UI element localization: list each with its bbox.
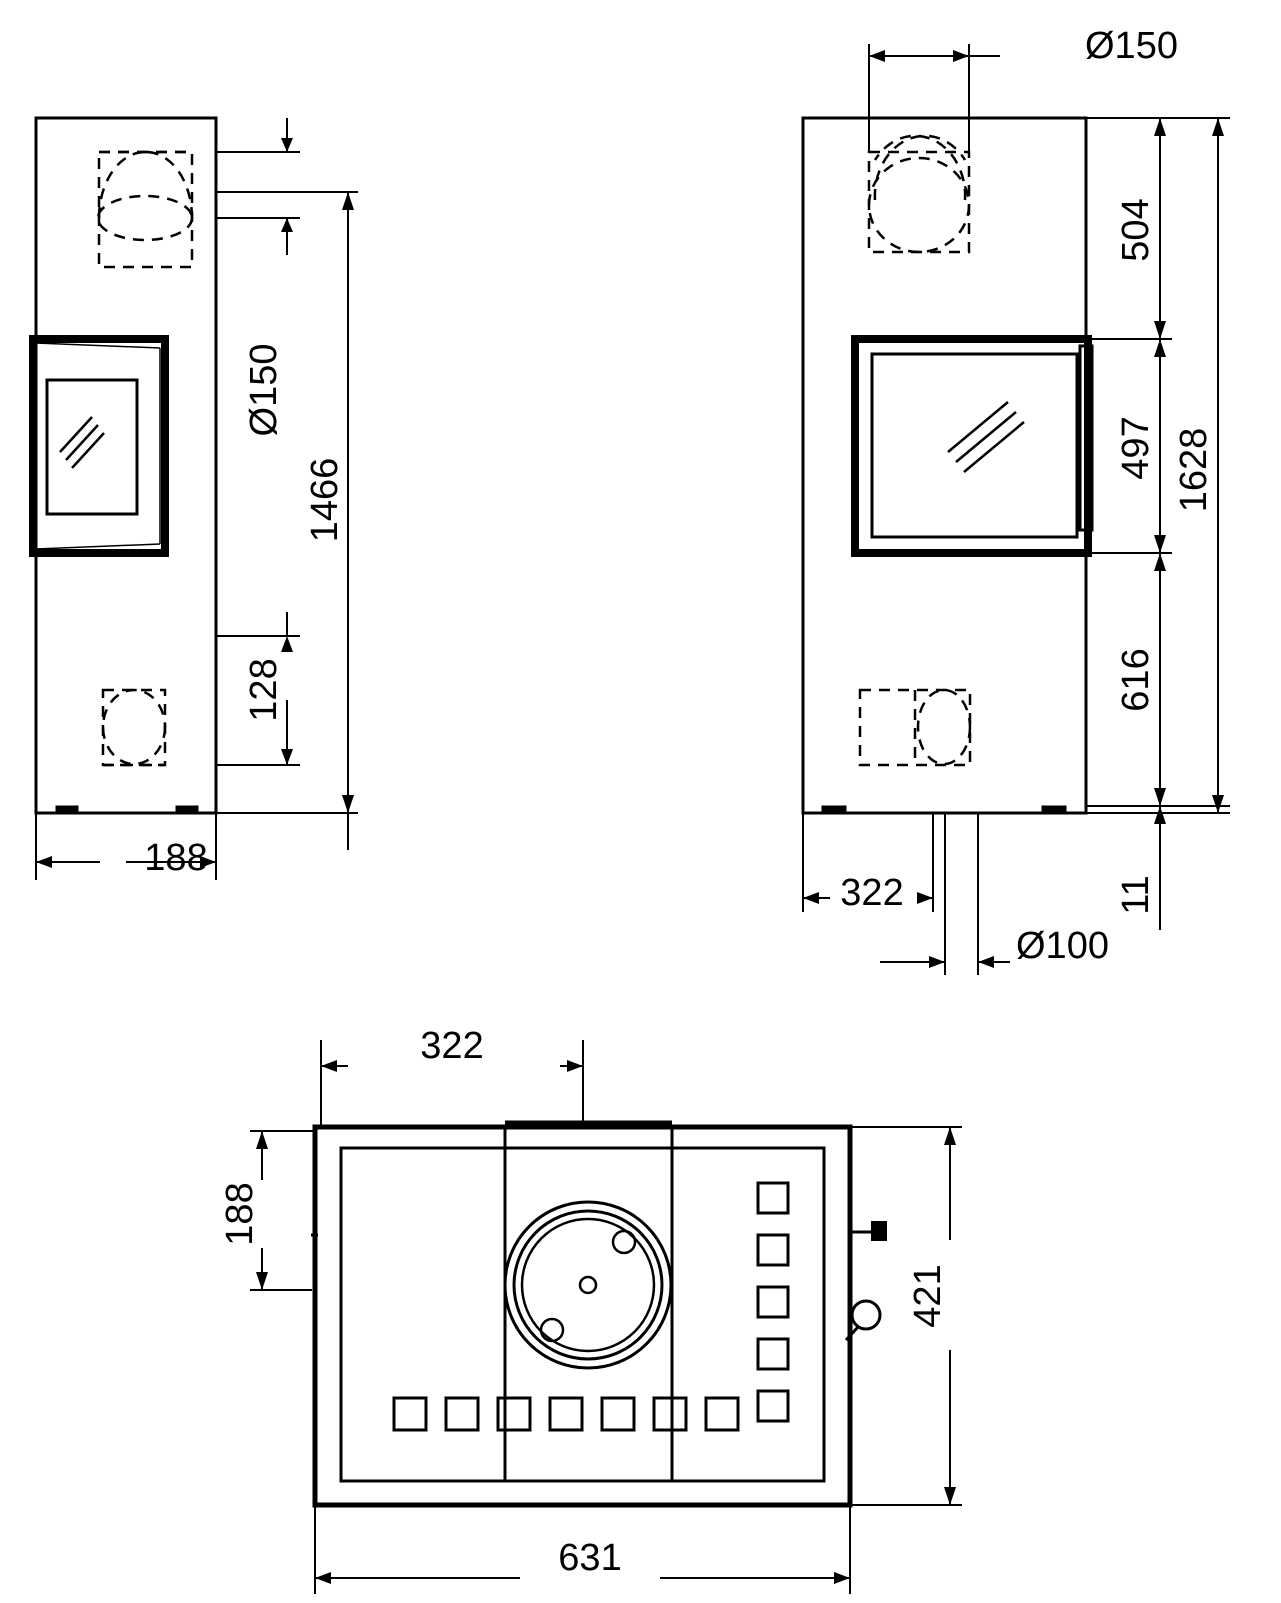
front-view-foot-right	[1042, 806, 1066, 814]
top-view-vent-column-right	[758, 1183, 788, 1421]
dim-side-depth: 188	[144, 837, 208, 879]
front-view-glass-reflection	[948, 402, 1024, 472]
side-view-body	[36, 118, 216, 813]
side-view-door-hint-1	[36, 343, 160, 348]
dim-front-window-height: 497	[1115, 416, 1157, 480]
dim-front-lower-section: 616	[1115, 648, 1157, 712]
dim-front-air-inlet-diameter: Ø100	[1016, 925, 1109, 967]
dim-front-total-height: 1628	[1173, 427, 1215, 513]
dim-front-foot-height: 11	[1115, 875, 1157, 915]
side-view-foot-right	[176, 806, 198, 814]
side-view-left	[33, 118, 216, 814]
top-view-flue-center	[580, 1277, 596, 1293]
top-view-vent-row-bottom	[394, 1398, 738, 1430]
side-view-glass-reflection	[60, 417, 104, 468]
side-view-flue-hidden	[98, 152, 192, 267]
dim-side-bottom-offset: 128	[243, 658, 285, 722]
front-view-body	[803, 118, 1086, 813]
top-view-screw-lower	[541, 1319, 563, 1341]
top-view-flue-mid-circle	[514, 1211, 662, 1359]
dim-top-overall-depth: 421	[907, 1264, 949, 1328]
dim-top-flue-offset: 322	[420, 1025, 484, 1067]
dim-front-flue-diameter: Ø150	[1085, 25, 1178, 67]
side-view-door-hint-2	[36, 544, 160, 549]
dim-front-top-section: 504	[1115, 198, 1157, 262]
front-view-door-frame	[855, 339, 1088, 553]
front-view-flue-hidden	[869, 136, 969, 252]
side-view-door-frame	[33, 339, 165, 553]
front-view-foot-left	[822, 806, 846, 814]
front-view-air-inlet-hidden	[860, 690, 970, 765]
side-view-foot-left	[56, 806, 78, 814]
front-view-dimensions	[803, 44, 1230, 975]
dim-front-flue-offset: 322	[840, 872, 904, 914]
dim-side-total-height: 1466	[304, 457, 346, 543]
dim-top-overall-width: 631	[558, 1537, 622, 1579]
front-view-right	[803, 118, 1092, 814]
top-view-bottom	[311, 1123, 886, 1505]
top-view-screw-upper	[613, 1231, 635, 1253]
dim-side-flue-diameter: Ø150	[243, 343, 285, 437]
top-view-flue-outer-circle	[505, 1202, 671, 1368]
dim-top-depth: 188	[219, 1182, 261, 1246]
side-view-air-inlet-hidden	[103, 690, 165, 765]
